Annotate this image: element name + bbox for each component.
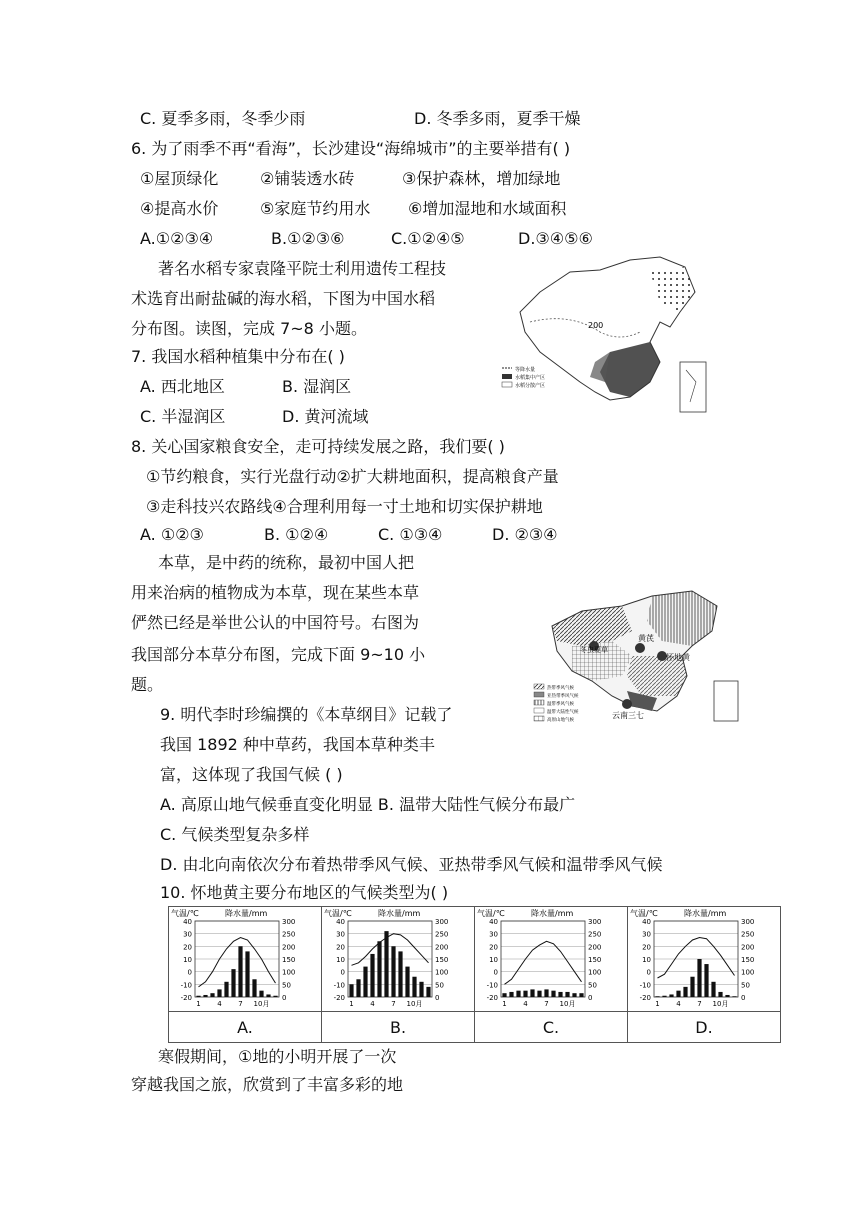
q7-option-a: A. 西北地区 [140,377,225,396]
precip-bar [210,993,214,997]
herb-distribution-map [532,586,742,732]
rice-legend-scattered: 水稻分散产区 [515,383,546,389]
month-tick: 10月 [559,1000,576,1007]
q9-option-c: C. 气候类型复杂多样 [160,825,310,844]
q9-option-d: D. 由北向南依次分布着热带季风气候、亚热带季风气候和温带季风气候 [160,855,663,874]
temp-tick: 40 [642,918,651,926]
herb-legend-4: 温带大陆性气候 [547,710,579,715]
precip-bar [718,992,722,997]
precip-bar [544,989,548,997]
precip-bar [537,991,541,997]
precip-tick: 300 [588,918,602,926]
q6-option-a: A.①②③④ [140,229,214,248]
rice-distribution-map [500,252,710,418]
passage-travel-2: 穿越我国之旅，欣赏到了丰富多彩的地 [131,1075,404,1094]
temp-tick: 0 [493,968,498,977]
temp-tick: 0 [187,968,192,977]
herb-label-huangqi: 黄芪 [638,634,654,643]
q8-option-c: C. ①③④ [378,525,443,544]
climate-charts-table [168,906,781,1043]
precip-bar [690,977,694,997]
precip-tick: 150 [282,956,296,964]
precip-bar [565,992,569,997]
precip-bar [405,967,409,997]
passage-rice-2: 术选育出耐盐碱的海水稻，下图为中国水稻 [131,289,436,308]
precip-tick: 0 [282,994,287,1002]
month-tick: 1 [196,1000,201,1007]
precip-axis-label: 降水量/mm [684,909,727,918]
month-tick: 4 [217,1000,222,1007]
q6-option-b: B.①②③⑥ [271,229,345,248]
precip-tick: 300 [435,918,449,926]
temp-axis-label: 气温/℃ [171,909,199,918]
question-10: 10. 怀地黄主要分布地区的气候类型为( ) [160,883,449,902]
precip-tick: 150 [741,956,755,964]
precip-bar [224,982,228,997]
q5-option-d: D. 冬季多雨，夏季干燥 [414,109,581,128]
precip-bar [273,996,277,997]
precip-tick: 50 [282,981,291,990]
passage-rice-1: 著名水稻专家袁隆平院士利用遗传工程技 [158,259,447,278]
month-tick: 10月 [712,1000,729,1007]
precip-tick: 0 [588,994,593,1002]
temp-tick: 10 [642,956,651,964]
herb-legend-5: 高原山地气候 [547,718,574,723]
precip-tick: 150 [435,956,449,964]
precip-tick: 0 [741,994,746,1002]
precip-bar [259,991,263,997]
question-8: 8. 关心国家粮食安全，走可持续发展之路，我们要( ) [131,437,505,456]
temp-tick: 0 [646,968,651,977]
q7-option-b: B. 湿润区 [282,377,352,396]
precip-tick: 50 [588,981,597,990]
temp-axis-label: 气温/℃ [477,909,505,918]
precip-bar [238,946,242,997]
chart-cell-b [322,907,475,1012]
temp-tick: 20 [183,943,192,952]
precip-bar [530,989,534,997]
precip-bar [697,959,701,997]
temp-tick: -20 [333,994,345,1002]
herb-legend-1: 热带季风气候 [547,686,574,691]
month-tick: 10月 [406,1000,423,1007]
question-9-line-2: 我国 1892 种中草药，我国本草种类丰 [160,735,435,754]
herb-legend-3: 温带季风气候 [547,702,574,707]
herb-label-huaidihuang: 怀地黄 [666,653,690,662]
temp-curve [352,934,429,966]
q7-option-d: D. 黄河流域 [282,407,369,426]
precip-bar [732,996,736,997]
q6-option-c: C.①②④⑤ [391,229,465,248]
precip-tick: 50 [741,981,750,990]
passage-travel-1: 寒假期间，①地的小明开展了一次 [158,1047,397,1066]
chart-cell-d [628,907,781,1012]
precip-tick: 50 [435,981,444,990]
precip-bar [426,987,430,997]
precip-bar [579,993,583,997]
month-tick: 7 [238,1000,243,1007]
precip-bar [683,987,687,997]
precip-tick: 0 [435,994,440,1002]
precip-tick: 250 [741,930,755,939]
precip-bar [523,991,527,997]
precip-tick: 100 [435,968,449,977]
temp-tick: -10 [639,981,651,990]
precip-bar [655,996,659,997]
precip-tick: 100 [588,968,602,977]
climate-chart-1 [322,907,474,1007]
question-9-line-3: 富，这体现了我国气候 ( ) [160,765,343,784]
precip-bar [516,991,520,997]
precip-bar [217,989,221,997]
temp-tick: 0 [340,968,345,977]
question-9-line-1: 9. 明代李时珍编撰的《本草纲目》记载了 [160,705,453,724]
q9-option-ab: A. 高原山地气候垂直变化明显 B. 温带大陆性气候分布最广 [160,795,576,814]
month-tick: 7 [697,1000,702,1007]
precip-tick: 150 [588,956,602,964]
temp-tick: 40 [489,918,498,926]
temp-tick: 40 [183,918,192,926]
q8-option-d: D. ②③④ [492,525,558,544]
passage-herb-5: 题。 [131,675,164,694]
precip-tick: 300 [282,918,296,926]
question-7: 7. 我国水稻种植集中分布在( ) [131,347,345,366]
precip-bar [196,996,200,997]
precip-bar [725,995,729,997]
precip-bar [245,951,249,997]
precip-bar [252,979,256,997]
temp-curve [199,938,276,987]
climate-chart-2 [475,907,627,1007]
precip-tick: 200 [741,943,755,952]
precip-bar [551,991,555,997]
month-tick: 7 [391,1000,396,1007]
climate-chart-3 [628,907,780,1007]
temp-tick: -20 [180,994,192,1002]
rice-legend-isohyet: 等降水量 [515,367,536,373]
passage-rice-3: 分布图。读图，完成 7~8 小题。 [131,319,367,338]
question-6: 6. 为了雨季不再“看海”，长沙建设“海绵城市”的主要举措有( ) [131,139,571,158]
temp-tick: 10 [336,956,345,964]
option-label-a: A. [169,1012,322,1043]
precip-bar [509,992,513,997]
precip-tick: 200 [435,943,449,952]
precip-bar [356,979,360,997]
q8-statement-1: ①节约粮食，实行光盘行动②扩大耕地面积，提高粮食产量 [146,467,559,486]
herb-label-dongchong: 冬虫夏草 [580,646,608,654]
temp-tick: -10 [180,981,192,990]
chart-cell-a [169,907,322,1012]
precip-bar [231,969,235,997]
temp-axis-label: 气温/℃ [324,909,352,918]
q6-item-2: ②铺装透水砖 [260,169,355,188]
precip-bar [266,994,270,997]
temp-curve [505,941,582,984]
precip-bar [391,946,395,997]
option-label-b: B. [322,1012,475,1043]
precip-tick: 250 [435,930,449,939]
precip-tick: 250 [588,930,602,939]
q5-option-c: C. 夏季多雨，冬季少雨 [140,109,306,128]
q6-item-1: ①屋顶绿化 [140,169,219,188]
precip-bar [676,991,680,997]
herb-legend-2: 亚热带季风气候 [547,694,579,699]
precip-bar [377,941,381,997]
precip-tick: 250 [282,930,296,939]
precip-bar [502,993,506,997]
temp-tick: 30 [642,930,651,939]
temp-tick: 30 [183,930,192,939]
temp-tick: 20 [336,943,345,952]
q6-item-4: ④提高水价 [140,199,219,218]
precip-bar [412,977,416,997]
month-tick: 4 [523,1000,528,1007]
rice-legend-concentrated: 水稻集中产区 [515,375,546,381]
month-tick: 4 [370,1000,375,1007]
month-tick: 4 [676,1000,681,1007]
q8-statement-2: ③走科技兴农路线④合理利用每一寸土地和切实保护耕地 [146,497,543,516]
temp-tick: 30 [336,930,345,939]
passage-herb-4: 我国部分本草分布图，完成下面 9~10 小 [131,645,426,664]
precip-bar [711,982,715,997]
temp-tick: -20 [639,994,651,1002]
precip-bar [349,984,353,997]
month-tick: 10月 [253,1000,270,1007]
precip-tick: 200 [588,943,602,952]
q6-item-3: ③保护森林，增加绿地 [402,169,561,188]
precip-bar [669,994,673,997]
isohyet-200-label: 200 [588,321,604,330]
passage-herb-1: 本草，是中药的统称，最初中国人把 [158,553,415,572]
precip-axis-label: 降水量/mm [378,909,421,918]
precip-tick: 100 [741,968,755,977]
q8-option-a: A. ①②③ [140,525,204,544]
q7-option-c: C. 半湿润区 [140,407,226,426]
herb-label-sanqi: 云南三七 [612,711,644,720]
precip-bar [419,982,423,997]
temp-axis-label: 气温/℃ [630,909,658,918]
q6-item-6: ⑥增加湿地和水域面积 [408,199,567,218]
option-label-d: D. [628,1012,781,1043]
precip-bar [704,964,708,997]
temp-tick: 20 [642,943,651,952]
precip-bar [398,951,402,997]
precip-bar [370,954,374,997]
month-tick: 1 [655,1000,660,1007]
temp-tick: 30 [489,930,498,939]
precip-axis-label: 降水量/mm [225,909,268,918]
passage-herb-3: 俨然已经是举世公认的中国符号。右图为 [131,613,420,632]
month-tick: 7 [544,1000,549,1007]
q6-option-d: D.③④⑤⑥ [518,229,593,248]
temp-tick: 10 [183,956,192,964]
precip-bar [363,967,367,997]
temp-curve [658,938,735,979]
month-tick: 1 [502,1000,507,1007]
chart-cell-c [475,907,628,1012]
temp-tick: 20 [489,943,498,952]
q6-item-5: ⑤家庭节约用水 [260,199,371,218]
temp-tick: -20 [486,994,498,1002]
temp-tick: -10 [486,981,498,990]
climate-chart-0 [169,907,321,1007]
precip-bar [558,992,562,997]
temp-tick: -10 [333,981,345,990]
passage-herb-2: 用来治病的植物成为本草，现在某些本草 [131,583,420,602]
precip-bar [662,996,666,997]
precip-tick: 200 [282,943,296,952]
month-tick: 1 [349,1000,354,1007]
precip-bar [572,993,576,997]
precip-tick: 100 [282,968,296,977]
option-label-c: C. [475,1012,628,1043]
q8-option-b: B. ①②④ [264,525,329,544]
precip-tick: 300 [741,918,755,926]
precip-bar [203,995,207,997]
temp-tick: 40 [336,918,345,926]
precip-axis-label: 降水量/mm [531,909,574,918]
temp-tick: 10 [489,956,498,964]
precip-bar [384,931,388,997]
